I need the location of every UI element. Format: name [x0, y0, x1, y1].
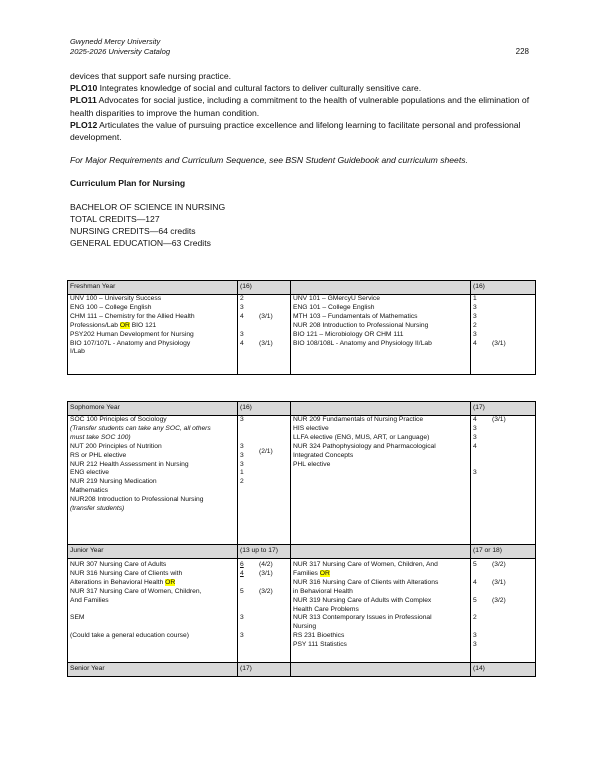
credit: 2: [473, 614, 477, 622]
credit: 1: [240, 469, 244, 477]
credit: 5: [473, 596, 477, 604]
course: NUR 319 Nursing Care of Adults with Complex: [293, 596, 432, 604]
course-note: (transfer students): [70, 505, 125, 513]
course-note: must take SOC 100): [70, 433, 131, 441]
credit: 3: [473, 424, 477, 432]
course: PSY202 Human Development for Nursing: [70, 330, 194, 338]
page-body: [70, 70, 532, 249]
plo10-text: Integrates knowledge of social and cultural factors to deliver culturally sensitive care.: [97, 83, 422, 94]
year-label: Sophomore Year: [68, 402, 238, 416]
or-highlight: OR: [119, 321, 130, 329]
course: Alterations in Behavioral Health OR: [70, 578, 176, 586]
course: NUT 200 Principles of Nutrition: [70, 442, 162, 450]
credit: 3: [240, 442, 244, 450]
course: NUR 209 Fundamentals of Nursing Practice: [293, 416, 424, 423]
course: NUR 317 Nursing Care of Women, Children,: [70, 587, 202, 595]
credit: 2: [240, 478, 244, 486]
fall-course-credits: [238, 416, 291, 545]
course: ENG 101 – College English: [293, 303, 375, 311]
running-header: [70, 37, 170, 57]
course: Professions/Lab OR BIO 121: [70, 321, 157, 329]
institution-name: Gwynedd Mercy University: [70, 37, 161, 46]
course: Nursing: [293, 623, 317, 631]
credit: 3: [473, 312, 477, 320]
course: ENG 100 – College English: [70, 303, 152, 311]
course: (Could take a general education course): [70, 632, 189, 640]
credit: 3: [240, 614, 244, 622]
credit-split: (3/1): [492, 416, 506, 423]
credit: 3: [240, 460, 244, 468]
credit-split: (2/1): [259, 447, 273, 455]
course: Mathematics: [70, 487, 108, 495]
or-highlight: OR: [165, 578, 176, 586]
sophomore-header-row: [68, 402, 536, 416]
credit-split: (3/2): [492, 561, 506, 568]
credit-split: (3/2): [492, 596, 506, 604]
credit: 2: [473, 321, 477, 329]
course: HIS elective: [293, 424, 329, 432]
course: I/Lab: [70, 348, 85, 356]
course: NUR 313 Contemporary Issues in Professional: [293, 614, 432, 622]
guidebook-note: For Major Requirements and Curriculum Sequence, see BSN Student Guidebook and curriculum sheets.: [70, 155, 468, 166]
fall-credits: (16): [238, 281, 291, 295]
credit-split: (3/1): [492, 339, 506, 347]
credit: 3: [240, 330, 244, 338]
senior-header-row: [68, 663, 536, 677]
course: MTH 103 – Fundamentals of Mathematics: [293, 312, 418, 320]
spring-credits: (17): [471, 402, 536, 416]
freshman-courses-row: [68, 295, 536, 375]
sophomore-courses-row: [68, 416, 536, 545]
credit: 1: [473, 295, 477, 302]
plo10: [70, 82, 532, 94]
nursing-credits: NURSING CREDITS—64 credits: [70, 226, 196, 237]
degree-title: BACHELOR OF SCIENCE IN NURSING: [70, 201, 226, 212]
year-label: Junior Year: [68, 545, 238, 559]
course: RS 231 Bioethics: [293, 632, 345, 640]
credit: 5: [473, 561, 477, 568]
course: PHL elective: [293, 460, 331, 468]
credit: 3: [240, 416, 244, 423]
credit: 3: [473, 632, 477, 640]
upper-years-table: [67, 401, 536, 677]
spring-course-credits: [471, 559, 536, 663]
course: NUR208 Introduction to Professional Nursing: [70, 496, 204, 504]
course: in Behavioral Health: [293, 587, 353, 595]
spring-course-credits: [471, 295, 536, 375]
fall-credits: (17): [238, 663, 291, 677]
credit-split: (3/2): [259, 587, 273, 595]
plo12: [70, 119, 532, 143]
fall-credits: (13 up to 17): [238, 545, 291, 559]
course: NUR 324 Pathophysiology and Pharmacological: [293, 442, 436, 450]
credit-split: (3/1): [259, 339, 273, 347]
credit: 4: [473, 578, 477, 586]
plo11-label: PLO11: [70, 95, 97, 106]
gened-credits: GENERAL EDUCATION—63 Credits: [70, 238, 211, 249]
course: NUR 316 Nursing Care of Clients with: [70, 569, 183, 577]
or-highlight: OR: [319, 569, 330, 577]
course: And Families: [70, 596, 109, 604]
continued-text: devices that support safe nursing practice.: [70, 71, 231, 81]
fall-credits: (16): [238, 402, 291, 416]
credit: 3: [240, 632, 244, 640]
course: NUR 212 Health Assessment in Nursing: [70, 460, 189, 468]
course-note: (Transfer students can take any SOC, all others: [70, 424, 211, 432]
credit: 3: [473, 330, 477, 338]
course: NUR 316 Nursing Care of Clients with Alterations: [293, 578, 439, 586]
credit-split: (3/1): [492, 578, 506, 586]
course: LLFA elective (ENG, MUS, ART, or Language): [293, 433, 430, 441]
spring-credits: (14): [471, 663, 536, 677]
plo11-text: Advocates for social justice, including a commitment to the health of vulnerable populations and the elimination of health disparities to improve the human condition.: [70, 95, 530, 118]
credit-split: (3/1): [259, 569, 273, 577]
course: CHM 111 – Chemistry for the Allied Health: [70, 312, 195, 320]
credit: 3: [240, 451, 244, 459]
course: Integrated Concepts: [293, 451, 354, 459]
plo10-label: PLO10: [70, 83, 98, 94]
page-number: 228: [515, 47, 529, 56]
credit: 4: [240, 339, 244, 347]
course: Health Care Problems: [293, 605, 359, 613]
freshman-header-row: [68, 281, 536, 295]
plo11: [70, 94, 532, 118]
course: NUR 208 Introduction to Professional Nursing: [293, 321, 429, 329]
spring-credits: (17 or 18): [471, 545, 536, 559]
credit: 4: [473, 442, 477, 450]
course: Families OR: [293, 569, 330, 577]
fall-course-credits: [238, 559, 291, 663]
junior-header-row: [68, 545, 536, 559]
credit-split: (4/2): [259, 561, 273, 568]
course: BIO 121 – Microbiology OR CHM 111: [293, 330, 404, 338]
course: BIO 107/107L - Anatomy and Physiology: [70, 339, 191, 347]
fall-courses: [68, 559, 238, 663]
plo12-label: PLO12: [70, 119, 98, 130]
course: UNV 101 – GMercyU Service: [293, 295, 380, 302]
course: NUR 307 Nursing Care of Adults: [70, 561, 167, 568]
credit: 3: [473, 433, 477, 441]
spring-courses: [291, 416, 471, 545]
course: RS or PHL elective: [70, 451, 127, 459]
course: ENG elective: [70, 469, 110, 477]
credit: 3: [240, 303, 244, 311]
year-label: Freshman Year: [68, 281, 238, 295]
credit: 4: [240, 569, 244, 577]
course: PSY 111 Statistics: [293, 641, 347, 649]
fall-course-credits: [238, 295, 291, 375]
spring-credits: (16): [471, 281, 536, 295]
plo12-text: Articulates the value of pursuing practice excellence and lifelong learning to facilitate personal and professional development.: [70, 119, 521, 143]
fall-courses: [68, 295, 238, 375]
plan-title: Curriculum Plan for Nursing: [70, 178, 186, 189]
freshman-table: [67, 280, 536, 375]
spring-course-credits: [471, 416, 536, 545]
course: SEM: [70, 614, 85, 622]
credit-split: (3/1): [259, 312, 273, 320]
credit: 6: [240, 561, 244, 568]
total-credits: TOTAL CREDITS—127: [70, 213, 160, 224]
credit: 2: [240, 295, 244, 302]
spring-courses: [291, 559, 471, 663]
credit: 3: [473, 469, 477, 477]
credit: 4: [473, 339, 477, 347]
credit: 3: [473, 303, 477, 311]
junior-courses-row: [68, 559, 536, 663]
course: NUR 317 Nursing Care of Women, Children, And: [293, 561, 438, 568]
course: BIO 108/108L - Anatomy and Physiology II/Lab: [293, 339, 432, 347]
credit: 5: [240, 587, 244, 595]
course: UNV 100 – University Success: [70, 295, 162, 302]
spring-courses: [291, 295, 471, 375]
catalog-title: 2025-2026 University Catalog: [70, 47, 171, 56]
course: SOC 100 Principles of Sociology: [70, 416, 167, 423]
course: NUR 219 Nursing Medication: [70, 478, 157, 486]
year-label: Senior Year: [68, 663, 238, 677]
credit: 4: [240, 312, 244, 320]
credit: 3: [473, 641, 477, 649]
fall-courses: [68, 416, 238, 545]
credit: 4: [473, 416, 477, 423]
